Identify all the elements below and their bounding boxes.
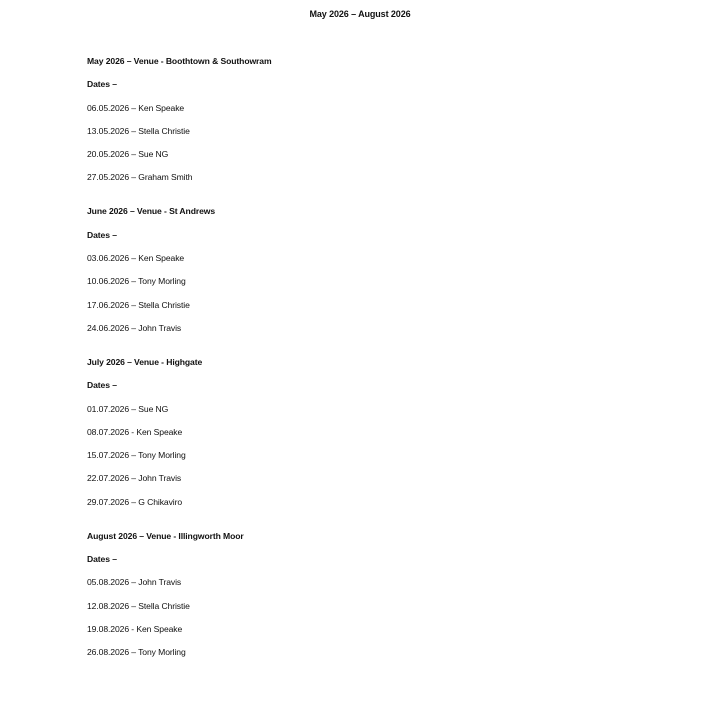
list-item: 19.08.2026 - Ken Speake [87,623,183,634]
list-item: 22.07.2026 – John Travis [87,473,182,484]
section-heading: May 2026 – Venue - Boothtown & Southowram [87,56,272,66]
list-item: 10.06.2026 – Tony Morling [87,276,186,287]
list-item: 27.05.2026 – Graham Smith [87,172,193,183]
list-item: 26.08.2026 – Tony Morling [87,647,186,658]
list-item: 08.07.2026 - Ken Speake [87,426,183,437]
section-july [87,357,687,508]
section-heading: June 2026 – Venue - St Andrews [87,206,216,217]
list-item: 06.05.2026 – Ken Speake [87,102,185,113]
page-title: May 2026 – August 2026 [309,9,411,19]
section-june [87,206,687,333]
section-may [87,56,687,183]
section-heading: July 2026 – Venue - Highgate [87,356,203,367]
dates-label: Dates – [87,79,117,90]
list-item: 17.06.2026 – Stella Christie [87,299,190,310]
list-item: 13.05.2026 – Stella Christie [87,125,190,136]
list-item: 15.07.2026 – Tony Morling [87,450,186,461]
list-item: 12.08.2026 – Stella Christie [87,600,190,611]
list-item: 24.06.2026 – John Travis [87,322,182,333]
list-item: 20.05.2026 – Sue NG [87,149,169,160]
section-heading: August 2026 – Venue - Illingworth Moor [87,530,244,541]
list-item: 03.06.2026 – Ken Speake [87,253,185,264]
list-item: 05.08.2026 – John Travis [87,577,182,588]
dates-label: Dates – [87,380,117,391]
section-august [87,531,687,658]
dates-label: Dates – [87,554,117,565]
list-item: 01.07.2026 – Sue NG [87,403,169,414]
list-item: 29.07.2026 – G Chikaviro [87,496,183,507]
document-body [87,56,687,658]
dates-label: Dates – [87,229,117,240]
